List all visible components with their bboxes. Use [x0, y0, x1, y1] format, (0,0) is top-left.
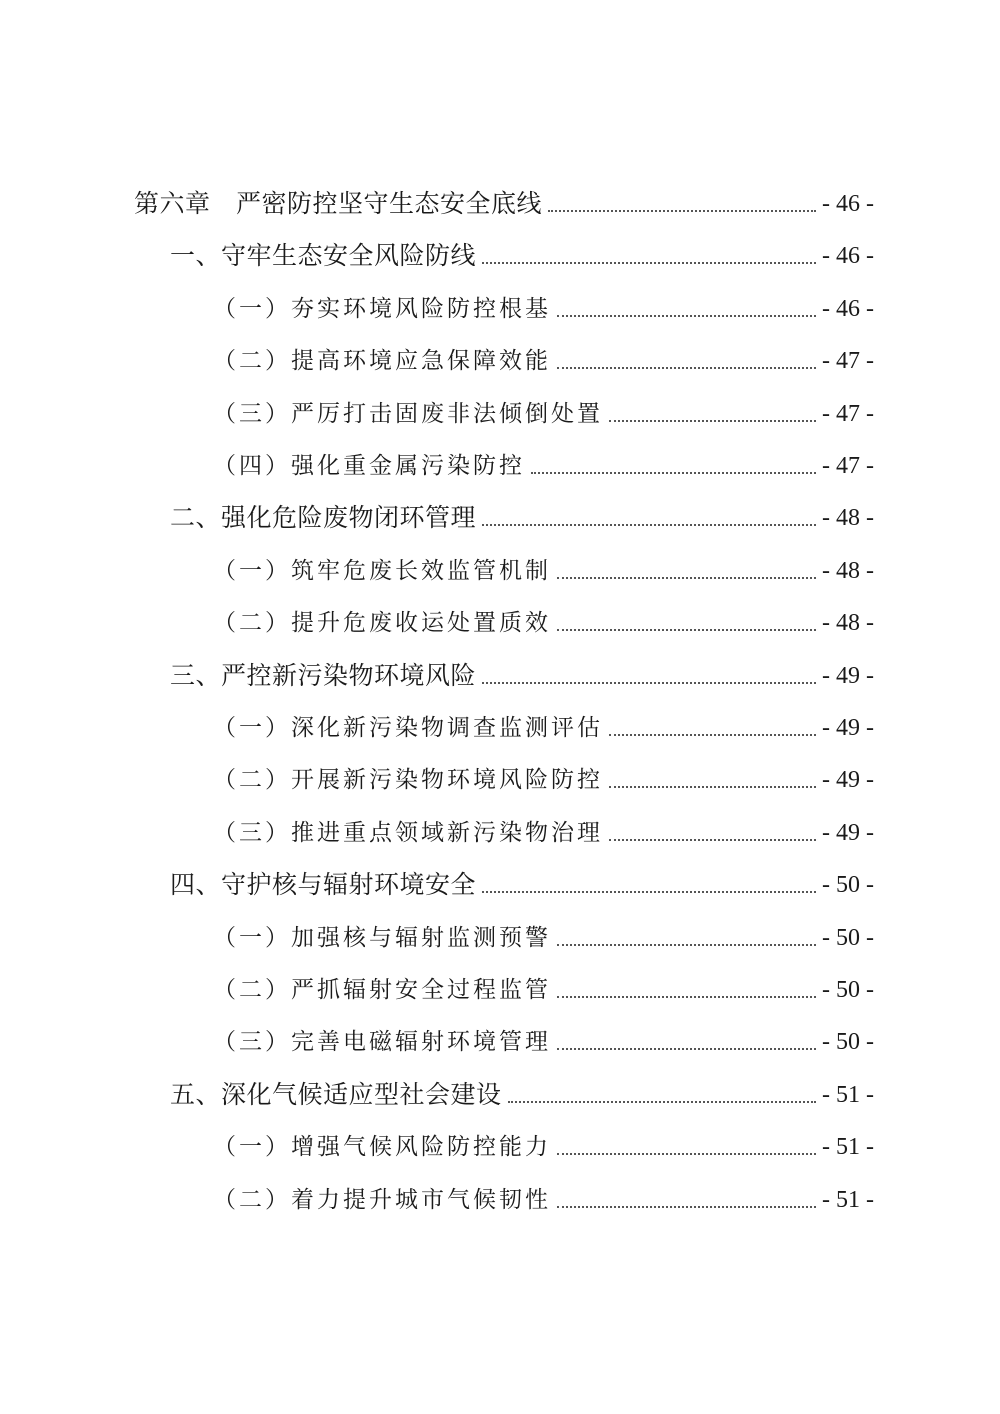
toc-entry-sub[interactable] — [0, 962, 874, 1002]
toc-entry-title: （一）筑牢危废长效监管机制 — [213, 557, 551, 584]
toc-entry-sub[interactable] — [0, 595, 874, 635]
toc-entry-section[interactable] — [0, 857, 874, 900]
toc-entry-title: （一）增强气候风险防控能力 — [213, 1134, 551, 1161]
toc-entry-section[interactable] — [0, 1067, 874, 1107]
toc-entry-title: （四）强化重金属污染防控 — [213, 453, 525, 479]
toc-page-number: - 50 - — [822, 872, 874, 899]
dot-leader — [609, 839, 816, 841]
toc-entry-title: 第六章 严密防控坚守生态安全底线 — [134, 189, 543, 218]
toc-page-number: - 49 - — [822, 715, 874, 741]
toc-entry-sub[interactable] — [0, 281, 874, 321]
toc-entry-title: （一）夯实环境风险防控根基 — [213, 295, 551, 322]
toc-page-number: - 48 - — [822, 610, 874, 637]
toc-page-number: - 51 - — [822, 1134, 874, 1161]
toc-entry-title: （一）加强核与辐射监测预警 — [213, 924, 551, 951]
toc-page-number: - 50 - — [822, 977, 874, 1003]
toc-entry-sub[interactable] — [0, 805, 874, 845]
toc-page-number: - 46 - — [822, 243, 874, 270]
toc-entry-title: 二、强化危险废物闭环管理 — [170, 503, 477, 533]
toc-entry-sub[interactable] — [0, 910, 874, 950]
dot-leader — [557, 315, 816, 317]
toc-page-number: - 47 - — [822, 453, 874, 479]
dot-leader — [557, 1153, 816, 1155]
toc-entry-title: （三）严厉打击固废非法倾倒处置 — [213, 400, 603, 427]
dot-leader — [609, 420, 816, 422]
dot-leader — [557, 629, 816, 631]
toc-page-number: - 48 - — [822, 505, 874, 532]
dot-leader — [557, 577, 816, 579]
toc-entry-sub[interactable] — [0, 1172, 874, 1212]
toc-entry-title: 五、深化气候适应型社会建设 — [170, 1079, 502, 1109]
dot-leader — [557, 996, 816, 998]
toc-entry-title: （三）推进重点领域新污染物治理 — [213, 819, 603, 846]
toc-entry-title: （二）开展新污染物环境风险防控 — [213, 767, 603, 794]
toc-entry-sub[interactable] — [0, 1014, 874, 1054]
dot-leader — [548, 210, 816, 212]
toc-entry-chapter[interactable] — [0, 176, 874, 216]
dot-leader — [508, 1101, 817, 1103]
dot-leader — [557, 367, 816, 369]
toc-page-number: - 49 - — [822, 662, 874, 689]
toc-entry-title: 四、守护核与辐射环境安全 — [170, 870, 477, 900]
dot-leader — [482, 524, 816, 526]
dot-leader — [482, 682, 816, 684]
toc-page-number: - 48 - — [822, 557, 874, 584]
dot-leader — [557, 1206, 816, 1208]
dot-leader — [482, 891, 816, 893]
toc-page-number: - 47 - — [822, 400, 874, 427]
toc-page-number: - 51 - — [822, 1186, 874, 1213]
toc-entry-title: （二）着力提升城市气候韧性 — [213, 1186, 551, 1213]
toc-entry-sub[interactable] — [0, 386, 874, 426]
toc-page-number: - 50 - — [822, 1029, 874, 1056]
toc-page-number: - 46 - — [822, 295, 874, 322]
toc-page-number: - 49 - — [822, 819, 874, 846]
toc-entry-title: （二）提升危废收运处置质效 — [213, 610, 551, 637]
toc-page-number: - 49 - — [822, 767, 874, 794]
toc-entry-title: 三、严控新污染物环境风险 — [170, 660, 477, 690]
toc-entry-section[interactable] — [0, 648, 874, 688]
dot-leader — [557, 1048, 816, 1050]
toc-entry-sub[interactable] — [0, 752, 874, 792]
toc-entry-title: （二）严抓辐射安全过程监管 — [213, 977, 551, 1003]
toc-entry-sub[interactable] — [0, 543, 874, 583]
toc-entry-sub[interactable] — [0, 438, 874, 478]
toc-entry-title: （一）深化新污染物调查监测评估 — [213, 715, 603, 741]
toc-page-number: - 51 - — [822, 1081, 874, 1108]
toc-page-number: - 46 - — [822, 191, 874, 217]
toc-entry-section[interactable] — [0, 228, 874, 271]
toc-page-number: - 47 - — [822, 348, 874, 375]
toc-entry-sub[interactable] — [0, 333, 874, 373]
dot-leader — [609, 734, 816, 736]
dot-leader — [609, 786, 816, 788]
dot-leader — [482, 262, 816, 264]
dot-leader — [557, 944, 816, 946]
dot-leader — [531, 472, 816, 474]
toc-entry-sub[interactable] — [0, 700, 874, 740]
toc-entry-section[interactable] — [0, 490, 874, 533]
toc-entry-sub[interactable] — [0, 1119, 874, 1159]
toc-page-number: - 50 - — [822, 924, 874, 951]
toc-entry-title: （二）提高环境应急保障效能 — [213, 348, 551, 375]
toc-entry-title: 一、守牢生态安全风险防线 — [170, 241, 477, 271]
toc-entry-title: （三）完善电磁辐射环境管理 — [213, 1029, 551, 1056]
